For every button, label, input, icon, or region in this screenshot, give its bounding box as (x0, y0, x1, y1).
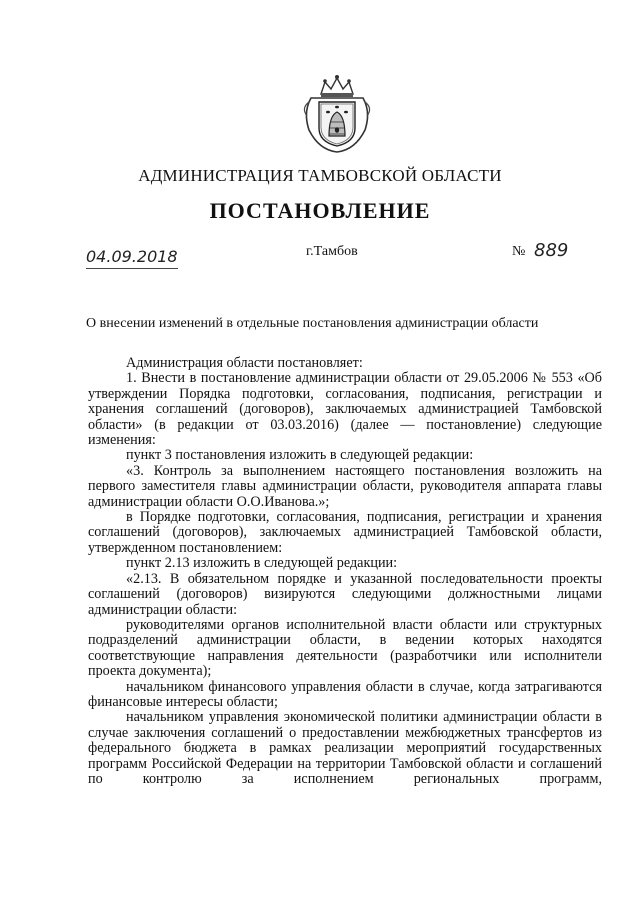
body-paragraph: 1. Внести в постановление администрации области от 29.05.2006 № 553 «Об утверждении Порядка подготовки, согласования, подписания, регистрации и хранения соглашений (договоров), заключаемых администрацией Тамбовской области» (в редакции от 03.03.2016) (далее — постановление) следующие изменения: (88, 370, 602, 449)
body-paragraph: пункт 2.13 изложить в следующей редакции: (126, 555, 398, 572)
document-type-title: ПОСТАНОВЛЕНИЕ (209, 198, 431, 223)
body-paragraph: руководителями органов исполнительной власти области или структурных подразделений администрации области, в ведении которых находятся соответствующие направления деятельности (разработчики или исполнители проекта документа); (88, 616, 602, 680)
body-paragraph: «2.13. В обязательном порядке и указанной последовательности проекты соглашений (договоров) визируются следующими должностными лицами администрации области: (88, 570, 602, 618)
body-paragraph: начальником финансового управления области в случае, когда затрагиваются финансовые интересы области; (88, 678, 602, 710)
document-number: 889 (534, 240, 569, 261)
document-body (88, 356, 602, 787)
body-paragraph: Администрация области постановляет: (126, 355, 363, 371)
date-underline (86, 268, 178, 269)
document-subject: О внесении изменений в отдельные постановления администрации области (86, 316, 539, 331)
body-paragraph: начальником управления экономической политики администрации области в случае заключения соглашений о предоставлении межбюджетных трансфертов из федерального бюджета в рамках реализации мероприятий государственных программ Российской Федерации на территории Тамбовской области и соглашений по контролю за исполнением региональных программ, (88, 709, 602, 787)
document-date: 04.09.2018 (86, 247, 178, 266)
body-paragraph: «3. Контроль за выполнением настоящего постановления возложить на первого заместителя главы администрации области, руководителя аппарата главы администрации области О.О.Иванова.»; (88, 462, 602, 510)
body-paragraph: пункт 3 постановления изложить в следующей редакции: (126, 447, 474, 464)
administration-name: АДМИНИСТРАЦИЯ ТАМБОВСКОЙ ОБЛАСТИ (138, 166, 502, 185)
body-paragraph: в Порядке подготовки, согласования, подписания, регистрации и хранения соглашений (договоров), заключаемых администрацией Тамбовской области, утвержденном постановлением: (88, 509, 602, 556)
tambov-coat-of-arms-icon (299, 72, 375, 154)
document-city: г.Тамбов (306, 244, 358, 259)
number-label: № (512, 244, 526, 259)
